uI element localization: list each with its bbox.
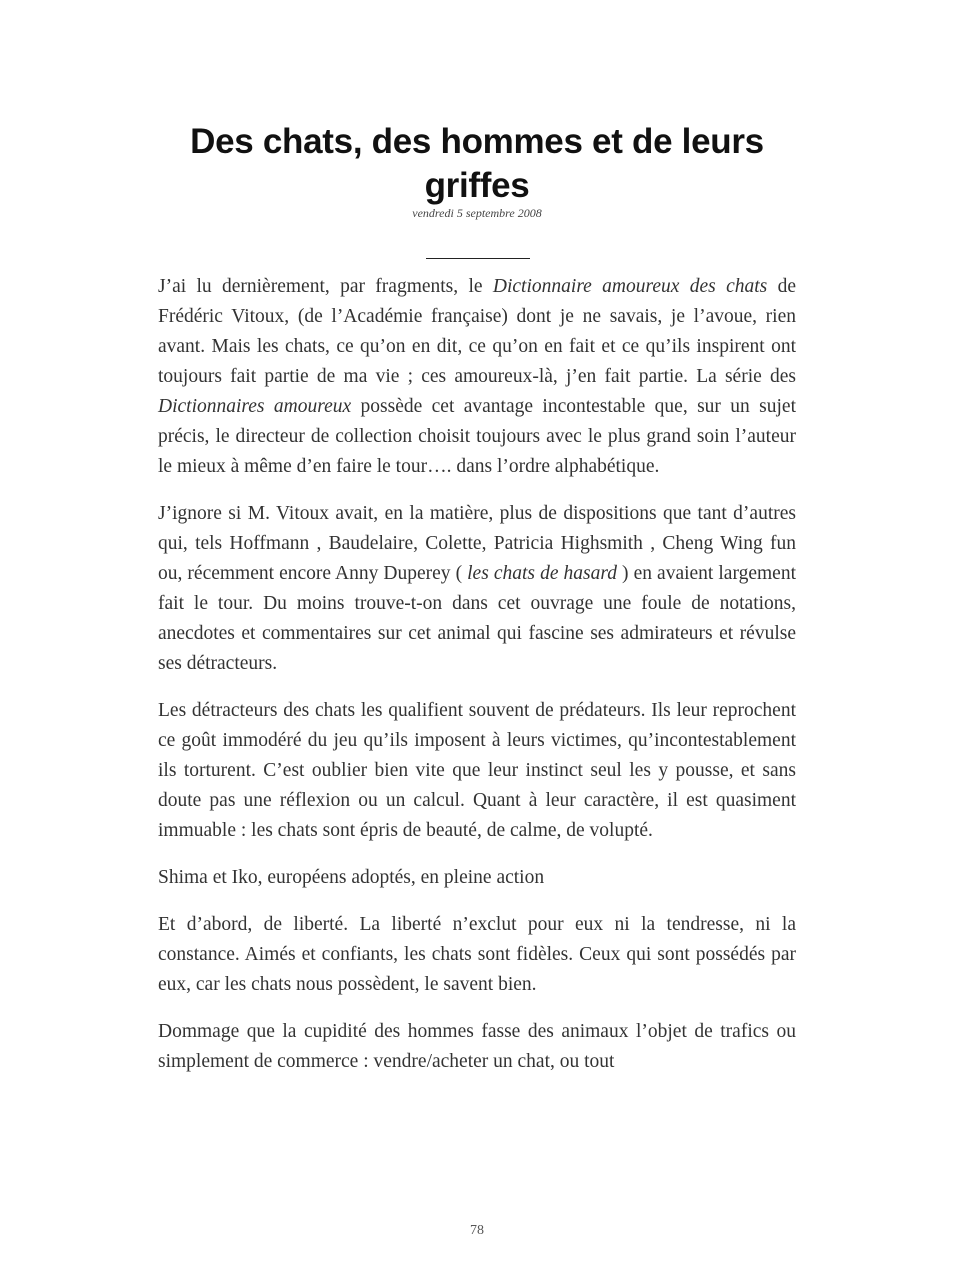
book-title: les chats de hasard <box>467 563 617 584</box>
article-title: Des chats, des hommes et de leurs griffes <box>190 122 764 205</box>
text-segment: Les détracteurs des chats les qualifient souvent de prédateurs. Ils leur reprochent ce goût immodéré du jeu qu’ils imposent à leurs victimes, qu’incontestablement ils torturent. C’est oublier bien vite que leur instinct seul les y pousse, et sans doute pas une réflexion ou un calcul. Quant à leur caractère, il est quasiment immuable : les chats sont épris de beauté, de calme, de volupté. <box>158 700 796 841</box>
paragraph <box>158 272 796 482</box>
text-segment: Shima et Iko, européens adoptés, en pleine action <box>158 867 545 888</box>
text-segment: Dommage que la cupidité des hommes fasse des animaux l’objet de trafics ou simplement de commerce : vendre/acheter un chat, ou tout <box>158 1021 796 1072</box>
page-number: 78 <box>470 1223 484 1238</box>
article-body <box>158 272 796 1094</box>
text-segment: Et d’abord, de liberté. La liberté n’exclut pour eux ni la tendresse, ni la constance. Aimés et confiants, les chats sont fidèles. Ceux qui sont possédés par eux, car les chats nous possèdent, le savent bien. <box>158 914 796 995</box>
paragraph <box>158 696 796 846</box>
text-segment: de Frédéric Vitoux, (de l’Académie française) dont je ne savais, je l’avoue, rien avant. Mais les chats, ce qu’on en dit, ce qu’on en fait et ce qu’ils inspirent ont toujours fait partie de ma vie ; ces amoureux-là, j’en fait partie. La série des <box>158 276 797 387</box>
book-title: Dictionnaires amoureux <box>158 396 352 417</box>
text-segment: J’ignore si M. Vitoux avait, en la matière, plus de dispositions que tant d’autres qui, tels Hoffmann , Baudelaire, Colette, Patricia Highsmith , Cheng Wing fun ou, récemment encore Anny Duperey ( <box>158 503 796 584</box>
book-title: Dictionnaire amoureux des chats <box>492 276 768 297</box>
article-date: vendredi 5 septembre 2008 <box>412 206 542 220</box>
image-caption <box>158 863 796 893</box>
title-separator <box>426 258 530 259</box>
text-segment: J’ai lu dernièrement, par fragments, le <box>158 276 493 297</box>
paragraph <box>158 499 796 679</box>
text-segment: possède cet avantage incontestable que, sur un sujet précis, le directeur de collection choisit toujours avec le plus grand soin l’auteur le mieux à même d’en faire le tour…. dans l’ordre alphabétique. <box>158 396 796 477</box>
paragraph <box>158 1017 796 1077</box>
paragraph <box>158 910 796 1000</box>
text-segment: ) en avaient largement fait le tour. Du moins trouve-t-on dans cet ouvrage une foule de notations, anecdotes et commentaires sur cet animal qui fascine ses admirateurs et révulse ses détracteurs. <box>158 563 796 674</box>
